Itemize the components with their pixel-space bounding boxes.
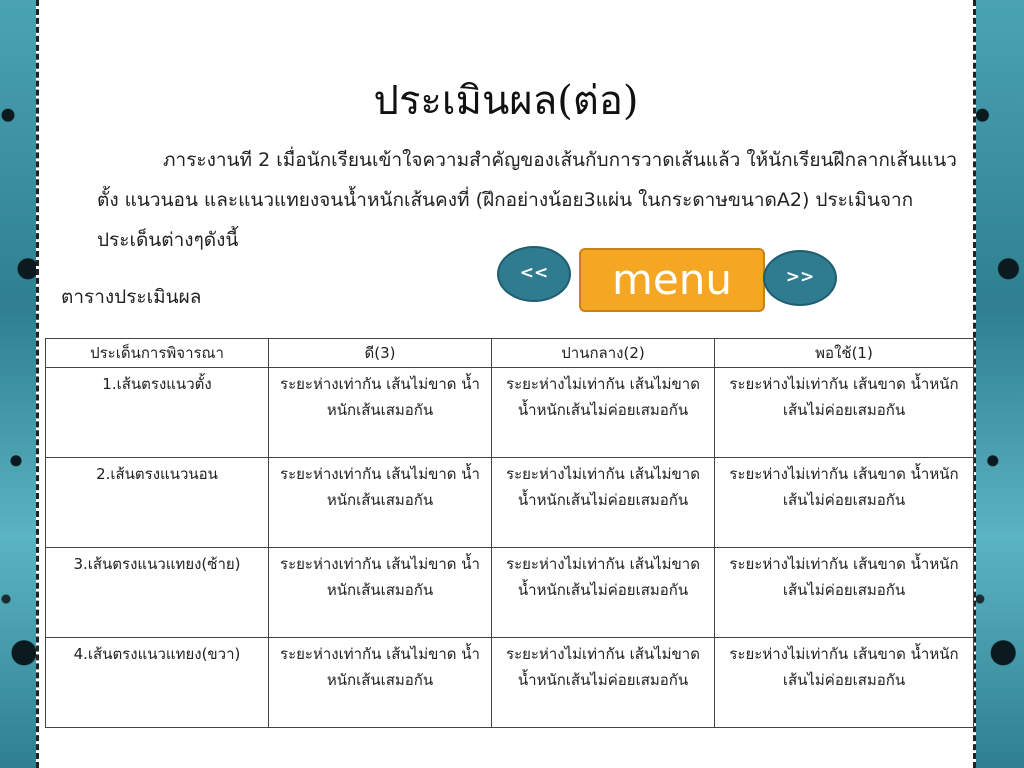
evaluation-table — [45, 338, 974, 728]
prev-button[interactable]: << — [497, 246, 571, 302]
good-cell: ระยะห่างเท่ากัน เส้นไม่ขาด น้ำหนักเส้นเสมอกัน — [269, 548, 492, 638]
decorative-background-right — [972, 0, 1024, 768]
good-cell: ระยะห่างเท่ากัน เส้นไม่ขาด น้ำหนักเส้นเสมอกัน — [269, 458, 492, 548]
header-good: ดี(3) — [269, 339, 492, 368]
fair-cell: ระยะห่างไม่เท่ากัน เส้นขาด น้ำหนักเส้นไม่ค่อยเสมอกัน — [715, 548, 974, 638]
good-cell: ระยะห่างเท่ากัน เส้นไม่ขาด น้ำหนักเส้นเสมอกัน — [269, 638, 492, 728]
criterion-cell: 2.เส้นตรงแนวนอน — [46, 458, 269, 548]
header-fair: พอใช้(1) — [715, 339, 974, 368]
table-heading: ตารางประเมินผล — [61, 286, 202, 308]
good-cell: ระยะห่างเท่ากัน เส้นไม่ขาด น้ำหนักเส้นเสมอกัน — [269, 368, 492, 458]
table-header-row — [46, 339, 974, 368]
criterion-cell: 1.เส้นตรงแนวตั้ง — [46, 368, 269, 458]
header-medium: ปานกลาง(2) — [492, 339, 715, 368]
header-criterion: ประเด็นการพิจารณา — [46, 339, 269, 368]
table-row — [46, 548, 974, 638]
medium-cell: ระยะห่างไม่เท่ากัน เส้นไม่ขาด น้ำหนักเส้นไม่ค่อยเสมอกัน — [492, 548, 715, 638]
table-row — [46, 368, 974, 458]
fair-cell: ระยะห่างไม่เท่ากัน เส้นขาด น้ำหนักเส้นไม่ค่อยเสมอกัน — [715, 368, 974, 458]
medium-cell: ระยะห่างไม่เท่ากัน เส้นไม่ขาด น้ำหนักเส้นไม่ค่อยเสมอกัน — [492, 458, 715, 548]
decorative-background-left — [0, 0, 40, 768]
fair-cell: ระยะห่างไม่เท่ากัน เส้นขาด น้ำหนักเส้นไม่ค่อยเสมอกัน — [715, 458, 974, 548]
medium-cell: ระยะห่างไม่เท่ากัน เส้นไม่ขาด น้ำหนักเส้นไม่ค่อยเสมอกัน — [492, 368, 715, 458]
next-button[interactable]: >> — [763, 250, 837, 306]
medium-cell: ระยะห่างไม่เท่ากัน เส้นไม่ขาด น้ำหนักเส้นไม่ค่อยเสมอกัน — [492, 638, 715, 728]
page-title: ประเมินผล(ต่อ) — [373, 78, 639, 124]
table-row — [46, 458, 974, 548]
slide-content — [36, 0, 976, 768]
criterion-cell: 4.เส้นตรงแนวแทยง(ขวา) — [46, 638, 269, 728]
task-description: ภาระงานที 2 เมื่อนักเรียนเข้าใจความสำคัญของเส้นกับการวาดเส้นแล้ว ให้นักเรียนฝึกลากเส้นแนวตั้ง แนวนอน และแนวแทยงจนน้ำหนักเส้นคงที่ (ฝึกอย่างน้อย3แผ่น ในกระดาษขนาดA2) ประเมินจากประเด็นต่างๆดังนี้ — [97, 149, 957, 251]
table-row — [46, 638, 974, 728]
menu-button[interactable]: menu — [579, 248, 765, 312]
criterion-cell: 3.เส้นตรงแนวแทยง(ซ้าย) — [46, 548, 269, 638]
fair-cell: ระยะห่างไม่เท่ากัน เส้นขาด น้ำหนักเส้นไม่ค่อยเสมอกัน — [715, 638, 974, 728]
